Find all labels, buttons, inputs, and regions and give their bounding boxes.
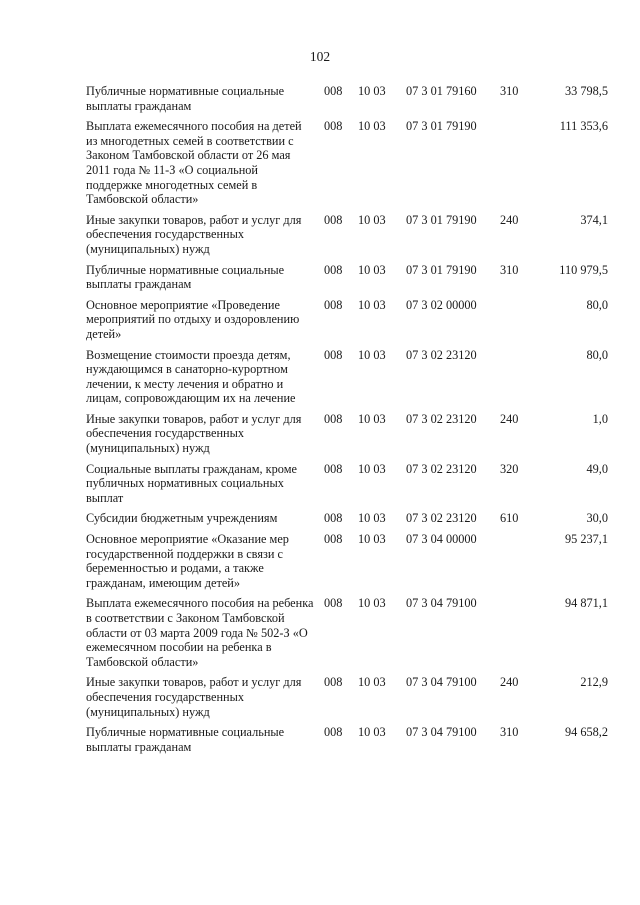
expense-type-code: 310 xyxy=(500,725,519,740)
ministry-code: 008 xyxy=(324,511,343,526)
target-item-code: 07 3 01 79190 xyxy=(406,262,477,277)
target-item-code: 07 3 01 79190 xyxy=(406,119,477,134)
ministry-code: 008 xyxy=(324,725,343,740)
section-code: 10 03 xyxy=(358,212,386,227)
amount: 374,1 xyxy=(580,212,608,227)
item-name: Иные закупки товаров, работ и услуг для обеспечения государственных (муниципальных) нужд xyxy=(86,411,302,456)
section-code: 10 03 xyxy=(358,347,386,362)
ministry-code: 008 xyxy=(324,596,343,611)
table-row xyxy=(86,412,608,456)
table-row xyxy=(86,511,608,526)
table-row xyxy=(86,725,608,754)
target-item-code: 07 3 04 79100 xyxy=(406,725,477,740)
table-row xyxy=(86,675,608,719)
ministry-code: 008 xyxy=(324,119,343,134)
ministry-code: 008 xyxy=(324,461,343,476)
table-row xyxy=(86,298,608,342)
amount: 111 353,6 xyxy=(559,119,608,134)
item-name: Основное мероприятие «Проведение мероприятий по отдыху и оздоровлению детей» xyxy=(86,297,300,341)
section-code: 10 03 xyxy=(358,297,386,312)
table-row xyxy=(86,119,608,207)
section-code: 10 03 xyxy=(358,411,386,426)
section-code: 10 03 xyxy=(358,725,386,740)
section-code: 10 03 xyxy=(358,84,386,98)
ministry-code: 008 xyxy=(324,675,343,690)
amount: 95 237,1 xyxy=(564,532,608,547)
expense-type-code: 310 xyxy=(500,262,519,277)
amount: 33 798,5 xyxy=(564,84,608,98)
target-item-code: 07 3 01 79160 xyxy=(406,84,477,98)
budget-table xyxy=(86,84,608,760)
ministry-code: 008 xyxy=(324,297,343,312)
expense-type-code: 310 xyxy=(500,84,519,98)
expense-type-code: 240 xyxy=(500,411,519,426)
item-name: Выплата ежемесячного пособия на ребенка в соответствии с Законом Тамбовской области от 03 марта 2009 года № 502-З «О ежемесячном пособии на ребенка в Тамбовской области» xyxy=(86,596,314,669)
ministry-code: 008 xyxy=(324,532,343,547)
table-row xyxy=(86,462,608,506)
item-name: Возмещение стоимости проезда детям, нуждающимся в санаторно-курортном лечении, к месту лечения и обратно и лицам, сопровождающим их на лечение xyxy=(86,347,296,406)
item-name: Публичные нормативные социальные выплаты гражданам xyxy=(86,84,285,113)
section-code: 10 03 xyxy=(358,596,386,611)
table-row xyxy=(86,213,608,257)
ministry-code: 008 xyxy=(324,411,343,426)
expense-type-code: 320 xyxy=(500,461,519,476)
target-item-code: 07 3 02 23120 xyxy=(406,461,477,476)
item-name: Публичные нормативные социальные выплаты гражданам xyxy=(86,725,285,754)
target-item-code: 07 3 04 79100 xyxy=(406,596,477,611)
section-code: 10 03 xyxy=(358,119,386,134)
table-row xyxy=(86,348,608,406)
amount: 49,0 xyxy=(586,461,608,476)
amount: 94 658,2 xyxy=(564,725,608,740)
amount: 94 871,1 xyxy=(564,596,608,611)
ministry-code: 008 xyxy=(324,347,343,362)
table-row xyxy=(86,596,608,669)
expense-type-code: 240 xyxy=(500,212,519,227)
target-item-code: 07 3 04 79100 xyxy=(406,675,477,690)
item-name: Иные закупки товаров, работ и услуг для обеспечения государственных (муниципальных) нужд xyxy=(86,675,302,719)
expense-type-code: 610 xyxy=(500,511,519,526)
target-item-code: 07 3 02 23120 xyxy=(406,347,477,362)
ministry-code: 008 xyxy=(324,262,343,277)
target-item-code: 07 3 02 00000 xyxy=(406,297,477,312)
item-name: Публичные нормативные социальные выплаты гражданам xyxy=(86,262,285,292)
amount: 212,9 xyxy=(580,675,608,690)
section-code: 10 03 xyxy=(358,532,386,547)
table-row xyxy=(86,84,608,113)
item-name: Выплата ежемесячного пособия на детей из многодетных семей в соответствии с Законом Тамбовской области от 26 мая 2011 года № 11-З «О социальной поддержке многодетных семей в Тамбовской области» xyxy=(86,119,302,207)
expense-type-code: 240 xyxy=(500,675,519,690)
amount: 80,0 xyxy=(586,347,608,362)
section-code: 10 03 xyxy=(358,675,386,690)
target-item-code: 07 3 04 00000 xyxy=(406,532,477,547)
page-number: 102 xyxy=(309,49,331,64)
item-name: Иные закупки товаров, работ и услуг для обеспечения государственных (муниципальных) нужд xyxy=(86,212,302,256)
target-item-code: 07 3 02 23120 xyxy=(406,411,477,426)
table-row xyxy=(86,263,608,292)
ministry-code: 008 xyxy=(324,212,343,227)
target-item-code: 07 3 02 23120 xyxy=(406,511,477,526)
amount: 80,0 xyxy=(586,297,608,312)
amount: 1,0 xyxy=(592,411,608,426)
item-name: Субсидии бюджетным учреждениям xyxy=(86,511,278,526)
amount: 110 979,5 xyxy=(559,262,608,277)
section-code: 10 03 xyxy=(358,262,386,277)
ministry-code: 008 xyxy=(324,84,343,98)
section-code: 10 03 xyxy=(358,511,386,526)
table-row xyxy=(86,532,608,590)
section-code: 10 03 xyxy=(358,461,386,476)
item-name: Основное мероприятие «Оказание мер государственной поддержки в связи с беременностью и родами, а также гражданам, имеющим детей» xyxy=(86,532,289,590)
item-name: Социальные выплаты гражданам, кроме публичных нормативных социальных выплат xyxy=(86,461,297,505)
amount: 30,0 xyxy=(586,511,608,526)
target-item-code: 07 3 01 79190 xyxy=(406,212,477,227)
